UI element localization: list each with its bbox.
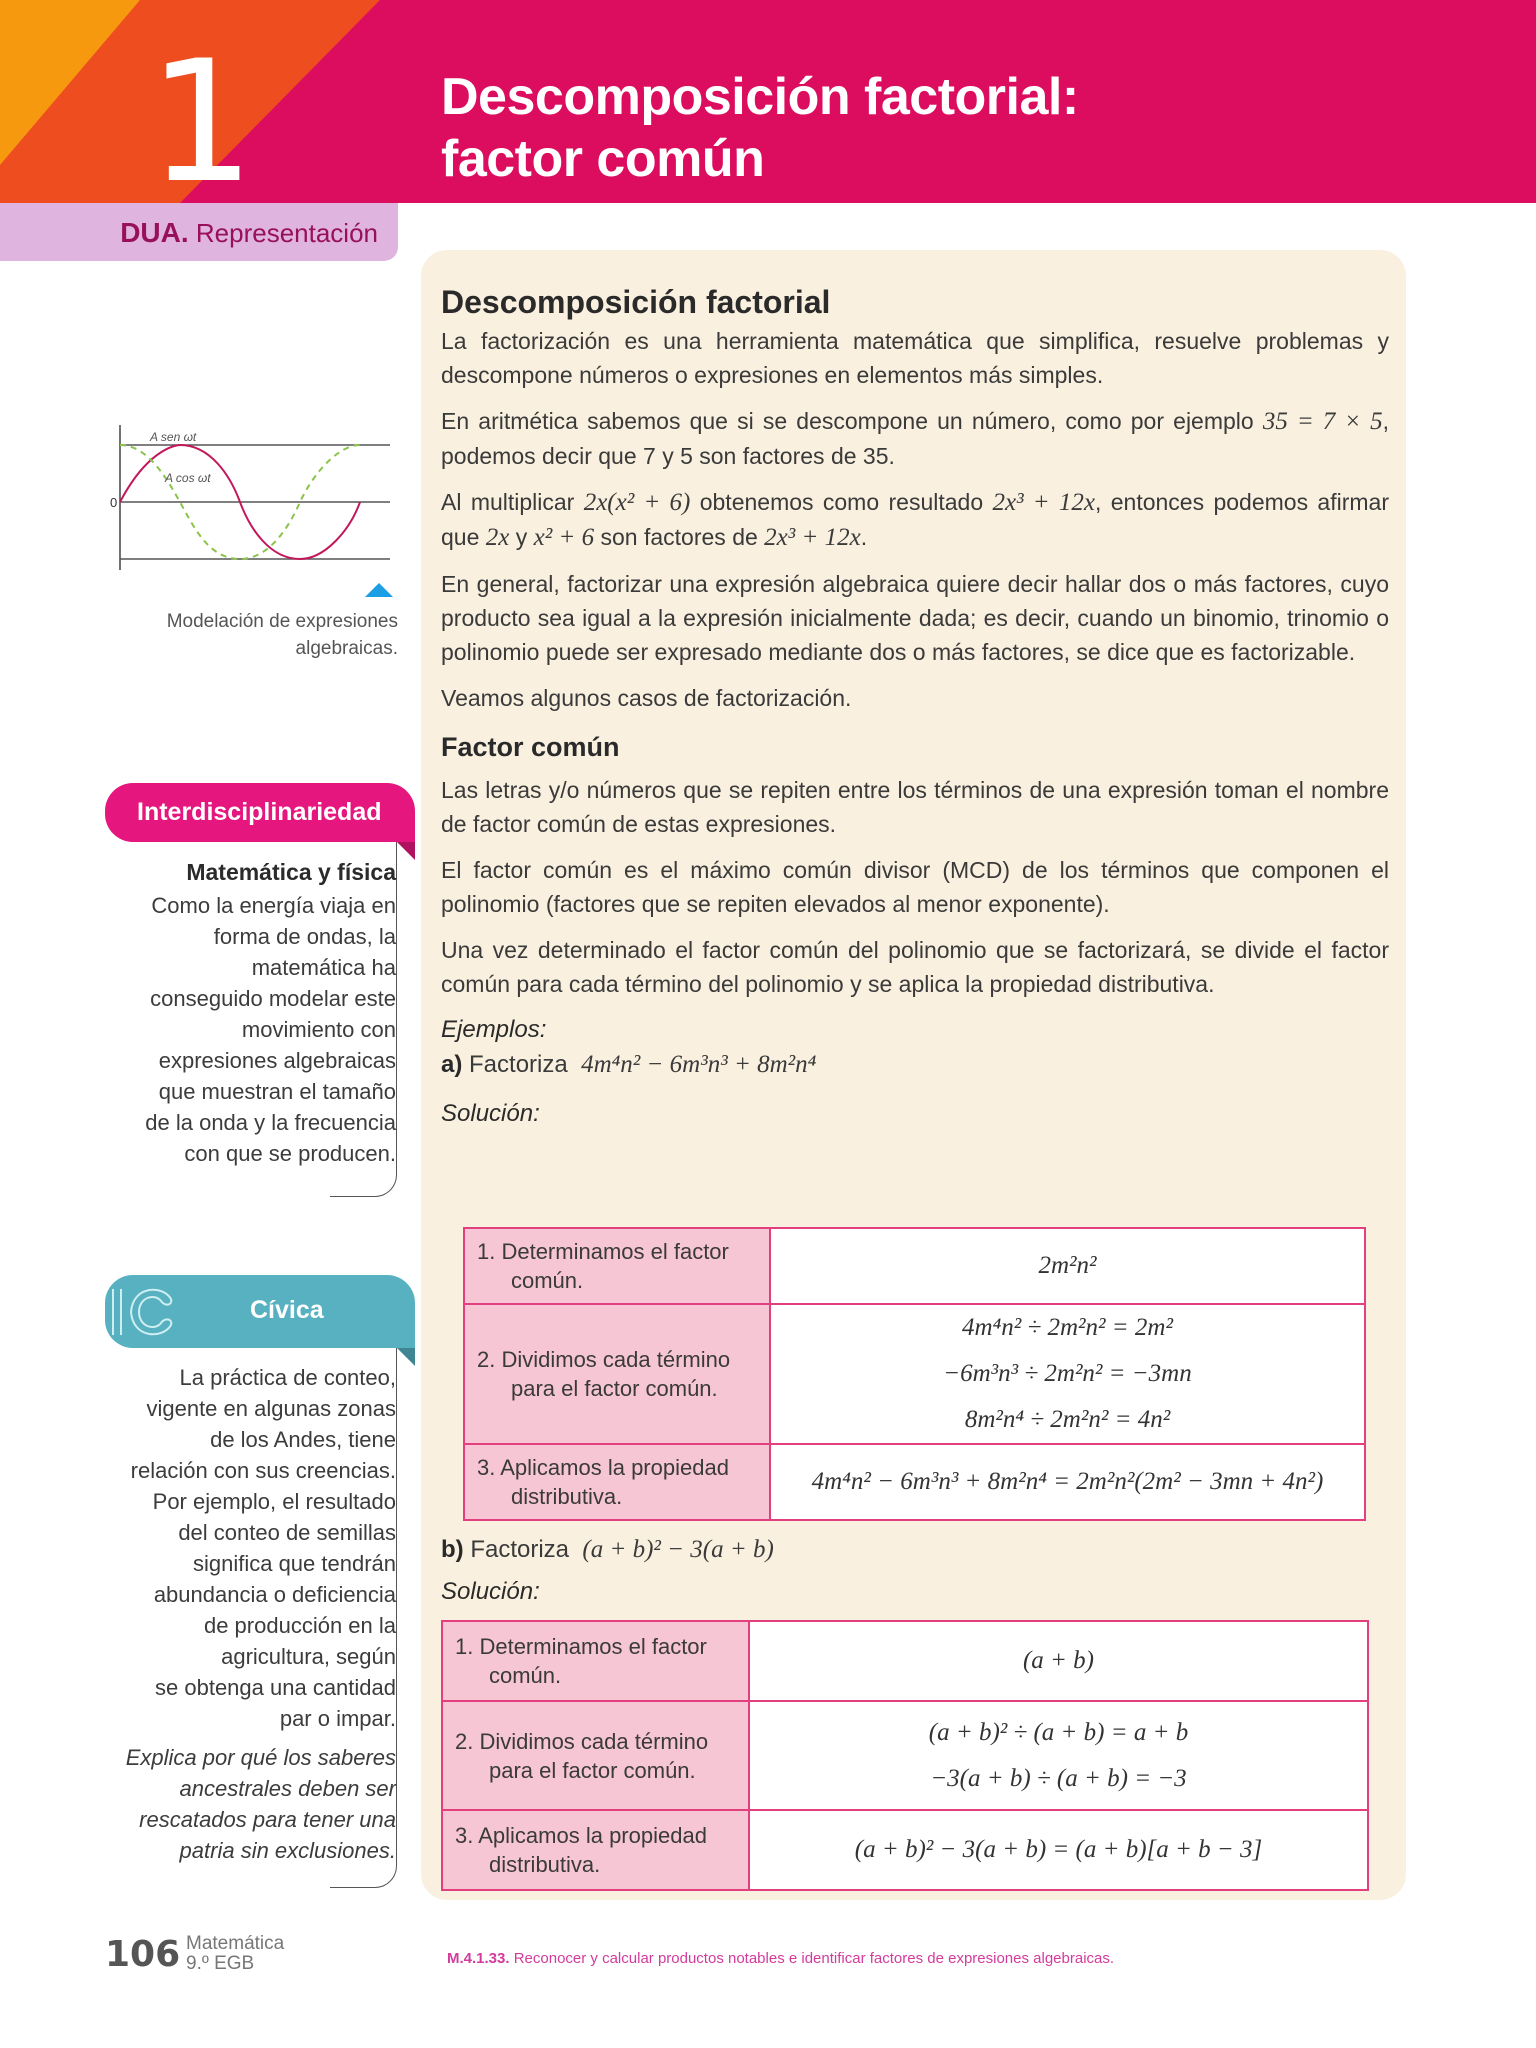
question-line: patria sin exclusiones. (179, 1838, 396, 1863)
result-line: (a + b) (1022, 1647, 1095, 1674)
example-a (441, 1047, 1389, 1083)
paragraph: Las letras y/o números que se repiten entre los términos de una expresión toman el nombre de factor común de estas expresiones. (441, 777, 1389, 837)
step-cell: 1. Determinamos el factor común. (442, 1621, 749, 1701)
table-row (442, 1810, 1368, 1890)
subsection-heading: Factor común (441, 732, 620, 762)
body-line: La práctica de conteo, (179, 1365, 396, 1390)
chapter-header (0, 0, 1536, 203)
interdisciplinariedad-subtitle: Matemática y física (186, 859, 396, 885)
example-label: b) (441, 1536, 464, 1563)
table-row (442, 1701, 1368, 1810)
table-row (442, 1621, 1368, 1701)
result-line: (a + b)² − 3(a + b) = (a + b)[a + b − 3] (854, 1836, 1263, 1863)
body-line: movimiento con (241, 1017, 396, 1042)
math-expression: 2x(x² + 6) (583, 489, 691, 516)
result-line: 8m²n⁴ ÷ 2m²n² = 4n² (964, 1406, 1171, 1433)
page-number: 106 (105, 1934, 181, 1975)
civica-label: Cívica (250, 1296, 324, 1324)
dua-text: Representación (188, 218, 378, 248)
body-line: del conteo de semillas (178, 1520, 396, 1545)
text: , entonces podemos afirmar que (441, 489, 1389, 550)
result-line: −6m³n³ ÷ 2m²n² = −3mn (943, 1360, 1192, 1387)
question-line: rescatados para tener una (139, 1807, 396, 1832)
math-expression: 2x³ + 12x (992, 489, 1095, 516)
body-line: significa que tendrán (192, 1551, 396, 1576)
body-line: relación con sus creencias. (130, 1458, 396, 1483)
example-label: a) (441, 1051, 463, 1078)
text: obtenemos como resultado (690, 489, 993, 515)
paragraph: En general, factorizar una expresión algebraica quiere decir hallar dos o más factores, cuyo producto sea igual a la expresión inicialmente dada; es decir, cuando un binomio, trinomio o polinomio puede ser expresado mediante dos o más factores, se dice que es factorizable. (441, 571, 1389, 665)
paragraph: Una vez determinado el factor común del polinomio que se factorizará, se divide el factor común para cada término del polinomio y se aplica la propiedad distributiva. (441, 937, 1389, 997)
skill-reference (447, 1950, 1114, 1967)
title-line-1: Descomposición factorial: (441, 68, 1079, 126)
text: En aritmética sabemos que si se descompone un número, como por ejemplo (441, 408, 1263, 434)
interdisciplinariedad-label: Interdisciplinariedad (137, 798, 382, 826)
body-line: forma de ondas, la (213, 924, 396, 949)
skill-code: M.4.1.33. (447, 1950, 510, 1967)
result-cell (770, 1228, 1365, 1304)
text: y (509, 524, 534, 550)
sine-cosine-graph (110, 425, 400, 605)
example-b (441, 1532, 774, 1568)
civica-body (86, 1362, 396, 1866)
sin-label: A sen ωt (150, 430, 197, 444)
body-line: de los Andes, tiene (210, 1427, 396, 1452)
example-verb: Factoriza (469, 1051, 568, 1078)
body-line: de la onda y la frecuencia (145, 1110, 396, 1135)
section-heading: Descomposición factorial (441, 284, 831, 320)
paragraph: El factor común es el máximo común divisor (MCD) de los términos que componen el polinomio (factores que se repiten elevados al menor exponente). (441, 857, 1389, 917)
paragraph: La factorización es una herramienta matemática que simplifica, resuelve problemas y descompone números o expresiones en elementos más simples. (441, 328, 1389, 388)
result-cell (770, 1304, 1365, 1444)
examples-label: Ejemplos: (441, 1016, 547, 1043)
result-line: 2m²n² (1038, 1252, 1097, 1279)
result-cell (770, 1444, 1365, 1520)
civica-question (86, 1742, 396, 1866)
result-cell (749, 1621, 1368, 1701)
math-expression: 2x³ + 12x (764, 524, 861, 551)
math-expression: 35 = 7 × 5 (1262, 408, 1383, 435)
body-line: de producción en la (203, 1613, 396, 1638)
dua-bold: DUA. (120, 217, 189, 248)
math-expression: 4m⁴n² − 6m³n³ + 8m²n⁴ (581, 1051, 817, 1078)
civica-tab (105, 1275, 415, 1348)
paragraph: Veamos algunos casos de factorización. (441, 685, 852, 711)
text: son factores de (594, 524, 765, 550)
graph-caption: Modelación de expresiones algebraicas. (166, 611, 398, 659)
paragraph (441, 485, 1389, 555)
question-line: Explica por qué los saberes (125, 1745, 396, 1770)
body-line: Por ejemplo, el resultado (152, 1489, 396, 1514)
result-cell (749, 1701, 1368, 1810)
body-line: abundancia o deficiencia (153, 1582, 396, 1607)
page-title (441, 66, 1079, 190)
paragraph (441, 404, 1389, 473)
body-line: vigente en algunas zonas (146, 1396, 396, 1421)
example-verb: Factoriza (470, 1536, 570, 1563)
text: Al multiplicar (441, 489, 584, 515)
tab-fold (397, 842, 415, 860)
body-line: se obtenga una cantidad (155, 1675, 396, 1700)
skill-text: Reconocer y calcular productos notables e identificar factores de expresiones algebraicas. (509, 1950, 1115, 1967)
text: . (860, 524, 868, 550)
table-row (464, 1444, 1365, 1520)
subject: Matemática (186, 1933, 285, 1954)
dua-label (120, 217, 378, 249)
title-line-2: factor común (441, 130, 765, 188)
result-cell (749, 1810, 1368, 1890)
math-expression: (a + b)² − 3(a + b) (582, 1536, 774, 1563)
step-cell: 2. Dividimos cada término para el factor común. (464, 1304, 770, 1444)
result-line: (a + b)² ÷ (a + b) = a + b (928, 1718, 1189, 1746)
solution-table-b (441, 1620, 1369, 1891)
step-cell: 3. Aplicamos la propiedad distributiva. (464, 1444, 770, 1520)
solution-label: Solución: (441, 1100, 540, 1127)
solution-label: Solución: (441, 1578, 540, 1605)
zero-label: 0 (110, 495, 118, 510)
triangle-marker-icon (365, 583, 393, 597)
result-line: 4m⁴n² ÷ 2m²n² = 2m² (962, 1314, 1173, 1341)
grade: 9.º EGB (186, 1953, 255, 1974)
question-line: ancestrales deben ser (179, 1776, 396, 1801)
tab-fold (397, 1348, 415, 1366)
body-line: matemática ha (251, 955, 396, 980)
body-line: expresiones algebraicas (158, 1048, 396, 1073)
body-line: que muestran el tamaño (158, 1079, 396, 1104)
body-line: con que se producen. (184, 1141, 396, 1166)
step-cell: 2. Dividimos cada término para el factor común. (442, 1701, 749, 1810)
footer-subject (186, 1934, 284, 1974)
body-line: agricultura, según (221, 1644, 396, 1669)
interdisciplinariedad-body (106, 857, 396, 1169)
main-content (441, 280, 1389, 1131)
result-line: 4m⁴n² − 6m³n³ + 8m²n⁴ = 2m²n²(2m² − 3mn + 4n²) (811, 1468, 1324, 1495)
dua-bar (0, 203, 398, 261)
math-expression: 2x (485, 524, 510, 551)
solution-table-a (463, 1227, 1366, 1521)
body-line: Como la energía viaja en (151, 893, 396, 918)
table-row (464, 1304, 1365, 1444)
text: , podemos decir que 7 y 5 son factores de 35. (441, 408, 1389, 469)
math-expression: x² + 6 (533, 524, 595, 551)
body-line: conseguido modelar este (150, 986, 396, 1011)
chapter-number: 1 (148, 24, 255, 203)
body-line: par o impar. (279, 1706, 396, 1731)
result-line: −3(a + b) ÷ (a + b) = −3 (930, 1764, 1187, 1792)
interdisciplinariedad-tab (105, 783, 415, 842)
step-cell: 1. Determinamos el factor común. (464, 1228, 770, 1304)
ic-logo-icon (107, 1283, 177, 1341)
cos-label: A cos ωt (165, 471, 211, 485)
step-cell: 3. Aplicamos la propiedad distributiva. (442, 1810, 749, 1890)
table-row (464, 1228, 1365, 1304)
